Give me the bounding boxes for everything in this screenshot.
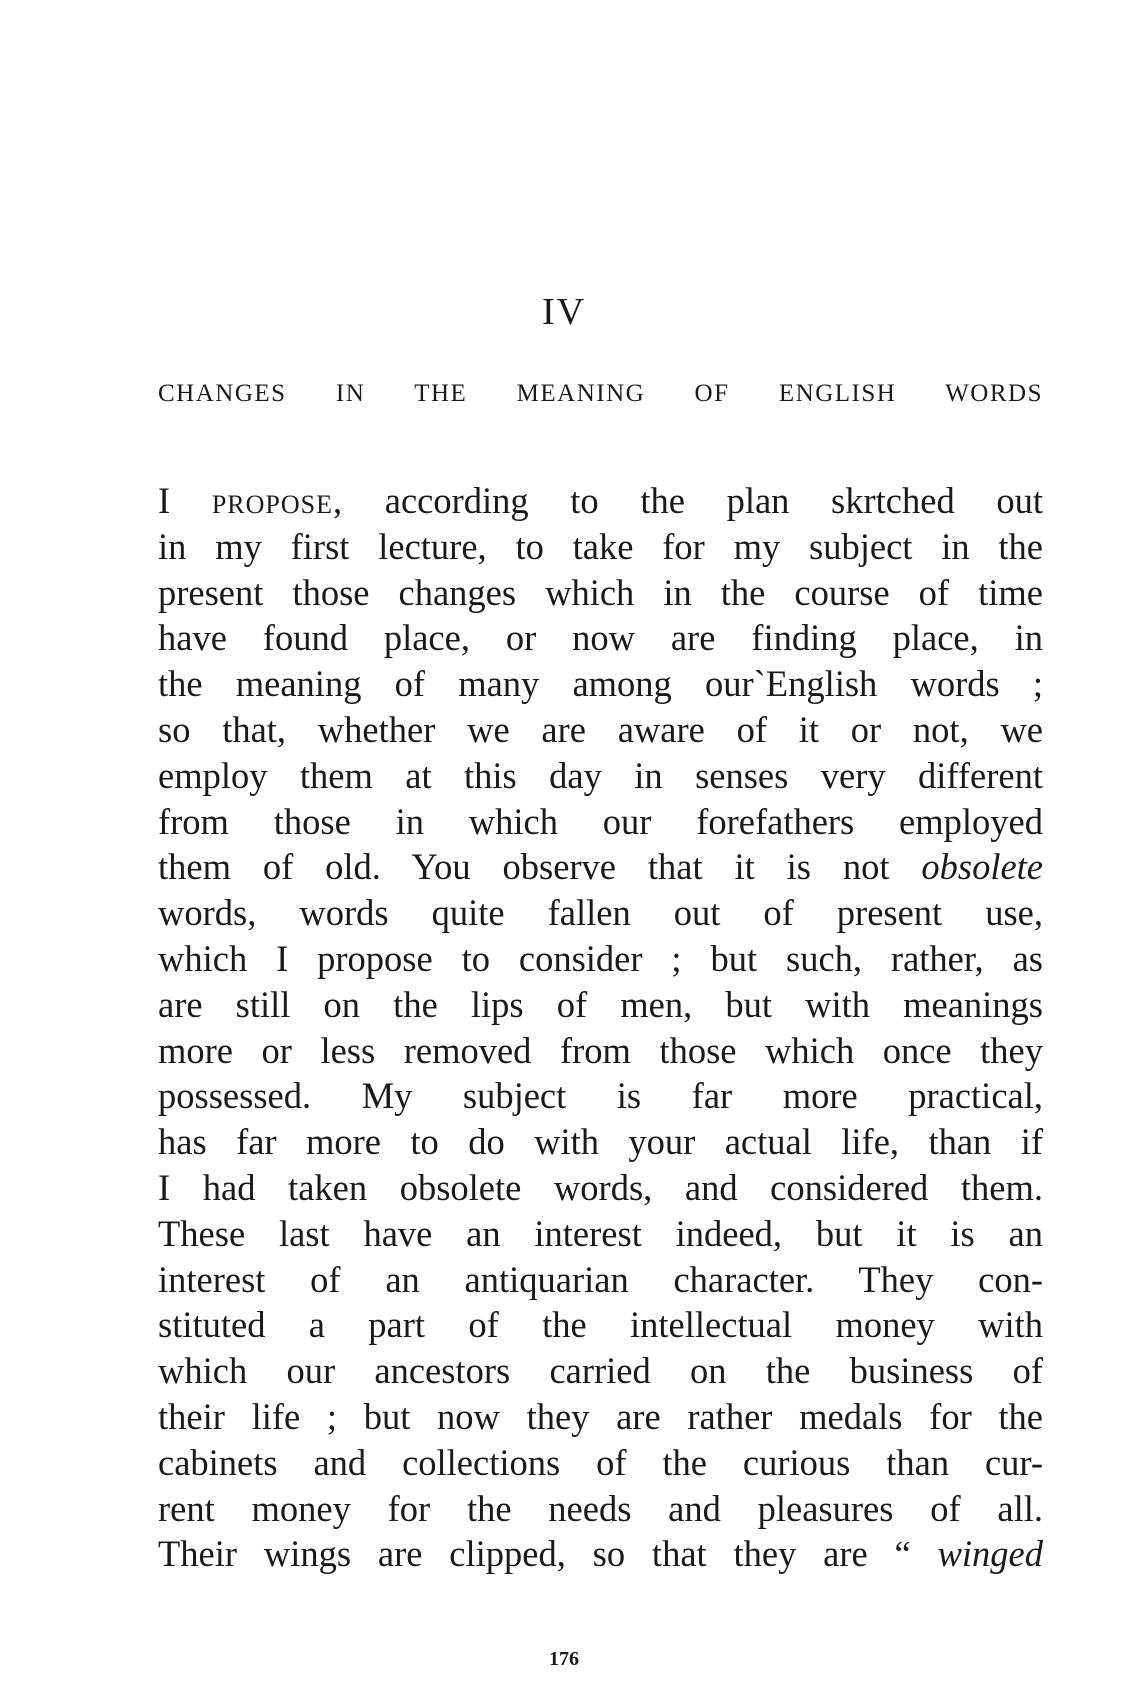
text-line: interest of an antiquarian character. They con- bbox=[158, 1258, 1043, 1300]
text-line: have found place, or now are finding place, in bbox=[158, 617, 1043, 659]
page-number: 176 bbox=[549, 1648, 579, 1670]
small-caps-word: propose, bbox=[211, 480, 344, 521]
text-line: cabinets and collections of the curious than cur- bbox=[158, 1441, 1043, 1483]
italic-word: obsolete bbox=[921, 846, 1043, 888]
text-line: so that, whether we are aware of it or not, we bbox=[158, 708, 1043, 750]
text-line: which our ancestors carried on the business of bbox=[158, 1350, 1043, 1392]
text-line: possessed. My subject is far more practical, bbox=[158, 1075, 1043, 1117]
text-line: more or less removed from those which once they bbox=[158, 1029, 1043, 1071]
text-line: rent money for the needs and pleasures of all. bbox=[158, 1487, 1043, 1529]
chapter-title: CHANGES IN THE MEANING OF ENGLISH WORDS bbox=[158, 380, 1043, 407]
text-line: them of old. You observe that it is not obsolete bbox=[158, 846, 1043, 888]
text-line: has far more to do with your actual life, than if bbox=[158, 1121, 1043, 1163]
text-line: the meaning of many among our`English words ; bbox=[158, 663, 1043, 705]
text-line: Their wings are clipped, so that they are “ winged bbox=[158, 1533, 1043, 1575]
text-line: words, words quite fallen out of present use, bbox=[158, 892, 1043, 934]
text-line: which I propose to consider ; but such, rather, as bbox=[158, 937, 1043, 979]
text-line: employ them at this day in senses very different bbox=[158, 754, 1043, 796]
text-line: stituted a part of the intellectual money with bbox=[158, 1304, 1043, 1346]
text-line: their life ; but now they are rather medals for the bbox=[158, 1395, 1043, 1437]
text-line: I propose, according to the plan skrtched out bbox=[158, 480, 1044, 521]
text-line: from those in which our forefathers employed bbox=[158, 800, 1043, 842]
text-line: present those changes which in the course of time bbox=[158, 571, 1043, 613]
body-paragraph bbox=[158, 478, 1043, 1577]
text-line: I had taken obsolete words, and considered them. bbox=[158, 1166, 1043, 1208]
text-line: in my first lecture, to take for my subject in the bbox=[158, 525, 1043, 567]
drop-word: I bbox=[158, 480, 171, 521]
chapter-number: IV bbox=[541, 291, 587, 333]
italic-word: winged bbox=[937, 1533, 1043, 1575]
text-line: These last have an interest indeed, but it is an bbox=[158, 1212, 1043, 1254]
text-line: are still on the lips of men, but with meanings bbox=[158, 983, 1043, 1025]
